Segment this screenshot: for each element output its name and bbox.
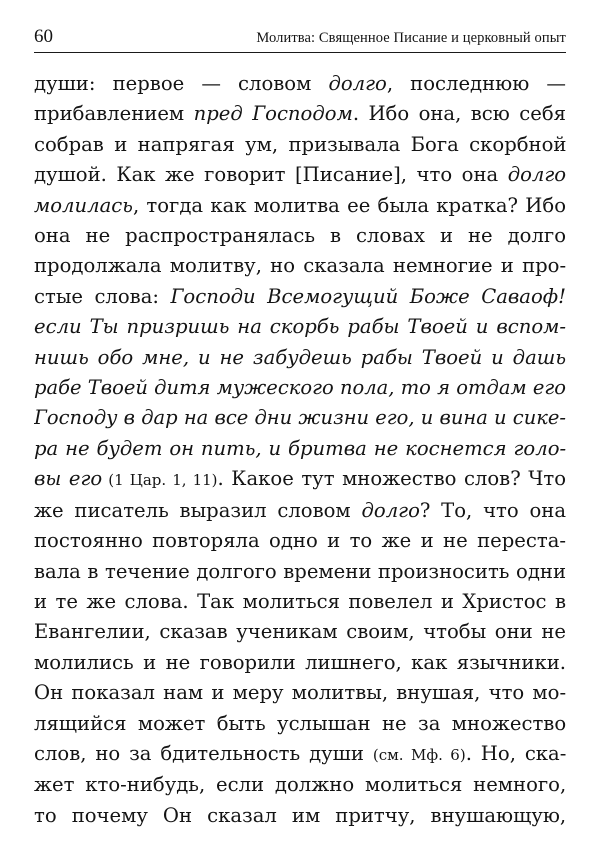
text-line <box>34 709 566 739</box>
text-segment: то почему Он сказал им притчу, внушающую, <box>34 803 566 827</box>
text-line <box>34 373 566 403</box>
text-segment: , последнюю — <box>386 72 566 95</box>
text-segment: она не распространялась в словах и не долго <box>34 224 566 248</box>
text-segment: собрав и напрягая ум, призывала Бога скорбной <box>34 132 566 156</box>
text-line <box>34 557 566 587</box>
text-line <box>34 403 566 433</box>
text-line <box>34 160 566 190</box>
italic-quote-segment: ра не будет он пить, и бритва не коснется голо- <box>34 436 566 460</box>
italic-quote-segment: Господи Всемогущий Боже Саваоф! <box>170 284 566 308</box>
text-segment: постоянно повторяла одно и то же и не переста- <box>34 529 566 553</box>
text-segment: . Какое тут множество слов? Что <box>217 467 566 491</box>
text-line <box>34 69 566 99</box>
running-title: Молитва: Священное Писание и церковный опыт <box>256 30 566 46</box>
italic-quote-segment: молилась <box>34 193 133 217</box>
italic-quote-segment: вы его <box>34 467 103 491</box>
italic-quote-segment: пред Господом <box>193 102 353 126</box>
page-number: 60 <box>34 26 53 47</box>
text-line <box>34 587 566 617</box>
text-line <box>34 770 566 800</box>
italic-quote-segment: долго <box>328 72 387 95</box>
text-line <box>34 464 566 495</box>
text-segment: . Но, ска- <box>465 741 566 765</box>
text-line <box>34 343 566 373</box>
italic-quote-segment: если Ты призришь на скорбь рабы Твоей и вспом- <box>34 315 566 339</box>
italic-quote-segment: рабе Твоей дитя мужеского пола, то я отдам его <box>34 376 566 400</box>
text-segment: ? То, что она <box>419 498 566 522</box>
text-line <box>34 99 566 129</box>
body-text <box>34 69 566 831</box>
text-segment: души: первое — словом <box>34 72 329 95</box>
text-segment: вала в течение долгого времени произносить одни <box>34 559 566 583</box>
text-line <box>34 801 566 831</box>
italic-quote-segment: Господу в дар на все дни жизни его, и вина и сике- <box>34 406 566 430</box>
text-segment: слов, но за бдительность души <box>34 741 373 765</box>
text-line <box>34 739 566 770</box>
text-line <box>34 617 566 647</box>
italic-quote-segment: долго <box>361 498 420 522</box>
text-segment: , тогда как молитва ее была кратка? Ибо <box>132 193 566 217</box>
italic-quote-segment: долго <box>507 163 566 187</box>
text-segment: же писатель выразил словом <box>34 498 362 522</box>
page-header <box>34 24 566 53</box>
text-line <box>34 221 566 251</box>
text-line <box>34 312 566 342</box>
text-line <box>34 434 566 464</box>
text-line <box>34 251 566 281</box>
text-line <box>34 526 566 556</box>
text-segment: жет кто-нибудь, если должно молиться немного, <box>34 773 566 797</box>
text-line <box>34 130 566 160</box>
text-segment: стые слова: <box>34 284 171 308</box>
reference-segment: (см. Мф. 6) <box>372 745 466 764</box>
text-segment: душой. Как же говорит [Писание], что она <box>34 163 508 187</box>
text-line <box>34 282 566 312</box>
text-segment: лящийся может быть услышан не за множество <box>34 711 566 735</box>
text-line <box>34 678 566 708</box>
reference-segment: (1 Цар. 1, 11) <box>102 471 218 490</box>
text-segment: Он показал нам и меру молитвы, внушая, что мо- <box>34 681 566 705</box>
text-segment: продолжала молитву, но сказала немногие и про- <box>34 254 566 278</box>
text-segment: и те же слова. Так молиться повелел и Христос в <box>34 589 566 613</box>
text-segment: Евангелии, сказав ученикам своим, чтобы они не <box>34 620 566 644</box>
text-segment: молились и не говорили лишнего, как язычники. <box>34 650 566 674</box>
italic-quote-segment: нишь обо мне, и не забудешь рабы Твоей и дашь <box>34 345 566 369</box>
text-line <box>34 191 566 221</box>
text-line <box>34 496 566 526</box>
text-line <box>34 648 566 678</box>
text-segment: прибавлением <box>34 102 194 126</box>
text-segment: . Ибо она, всю себя <box>352 102 566 126</box>
